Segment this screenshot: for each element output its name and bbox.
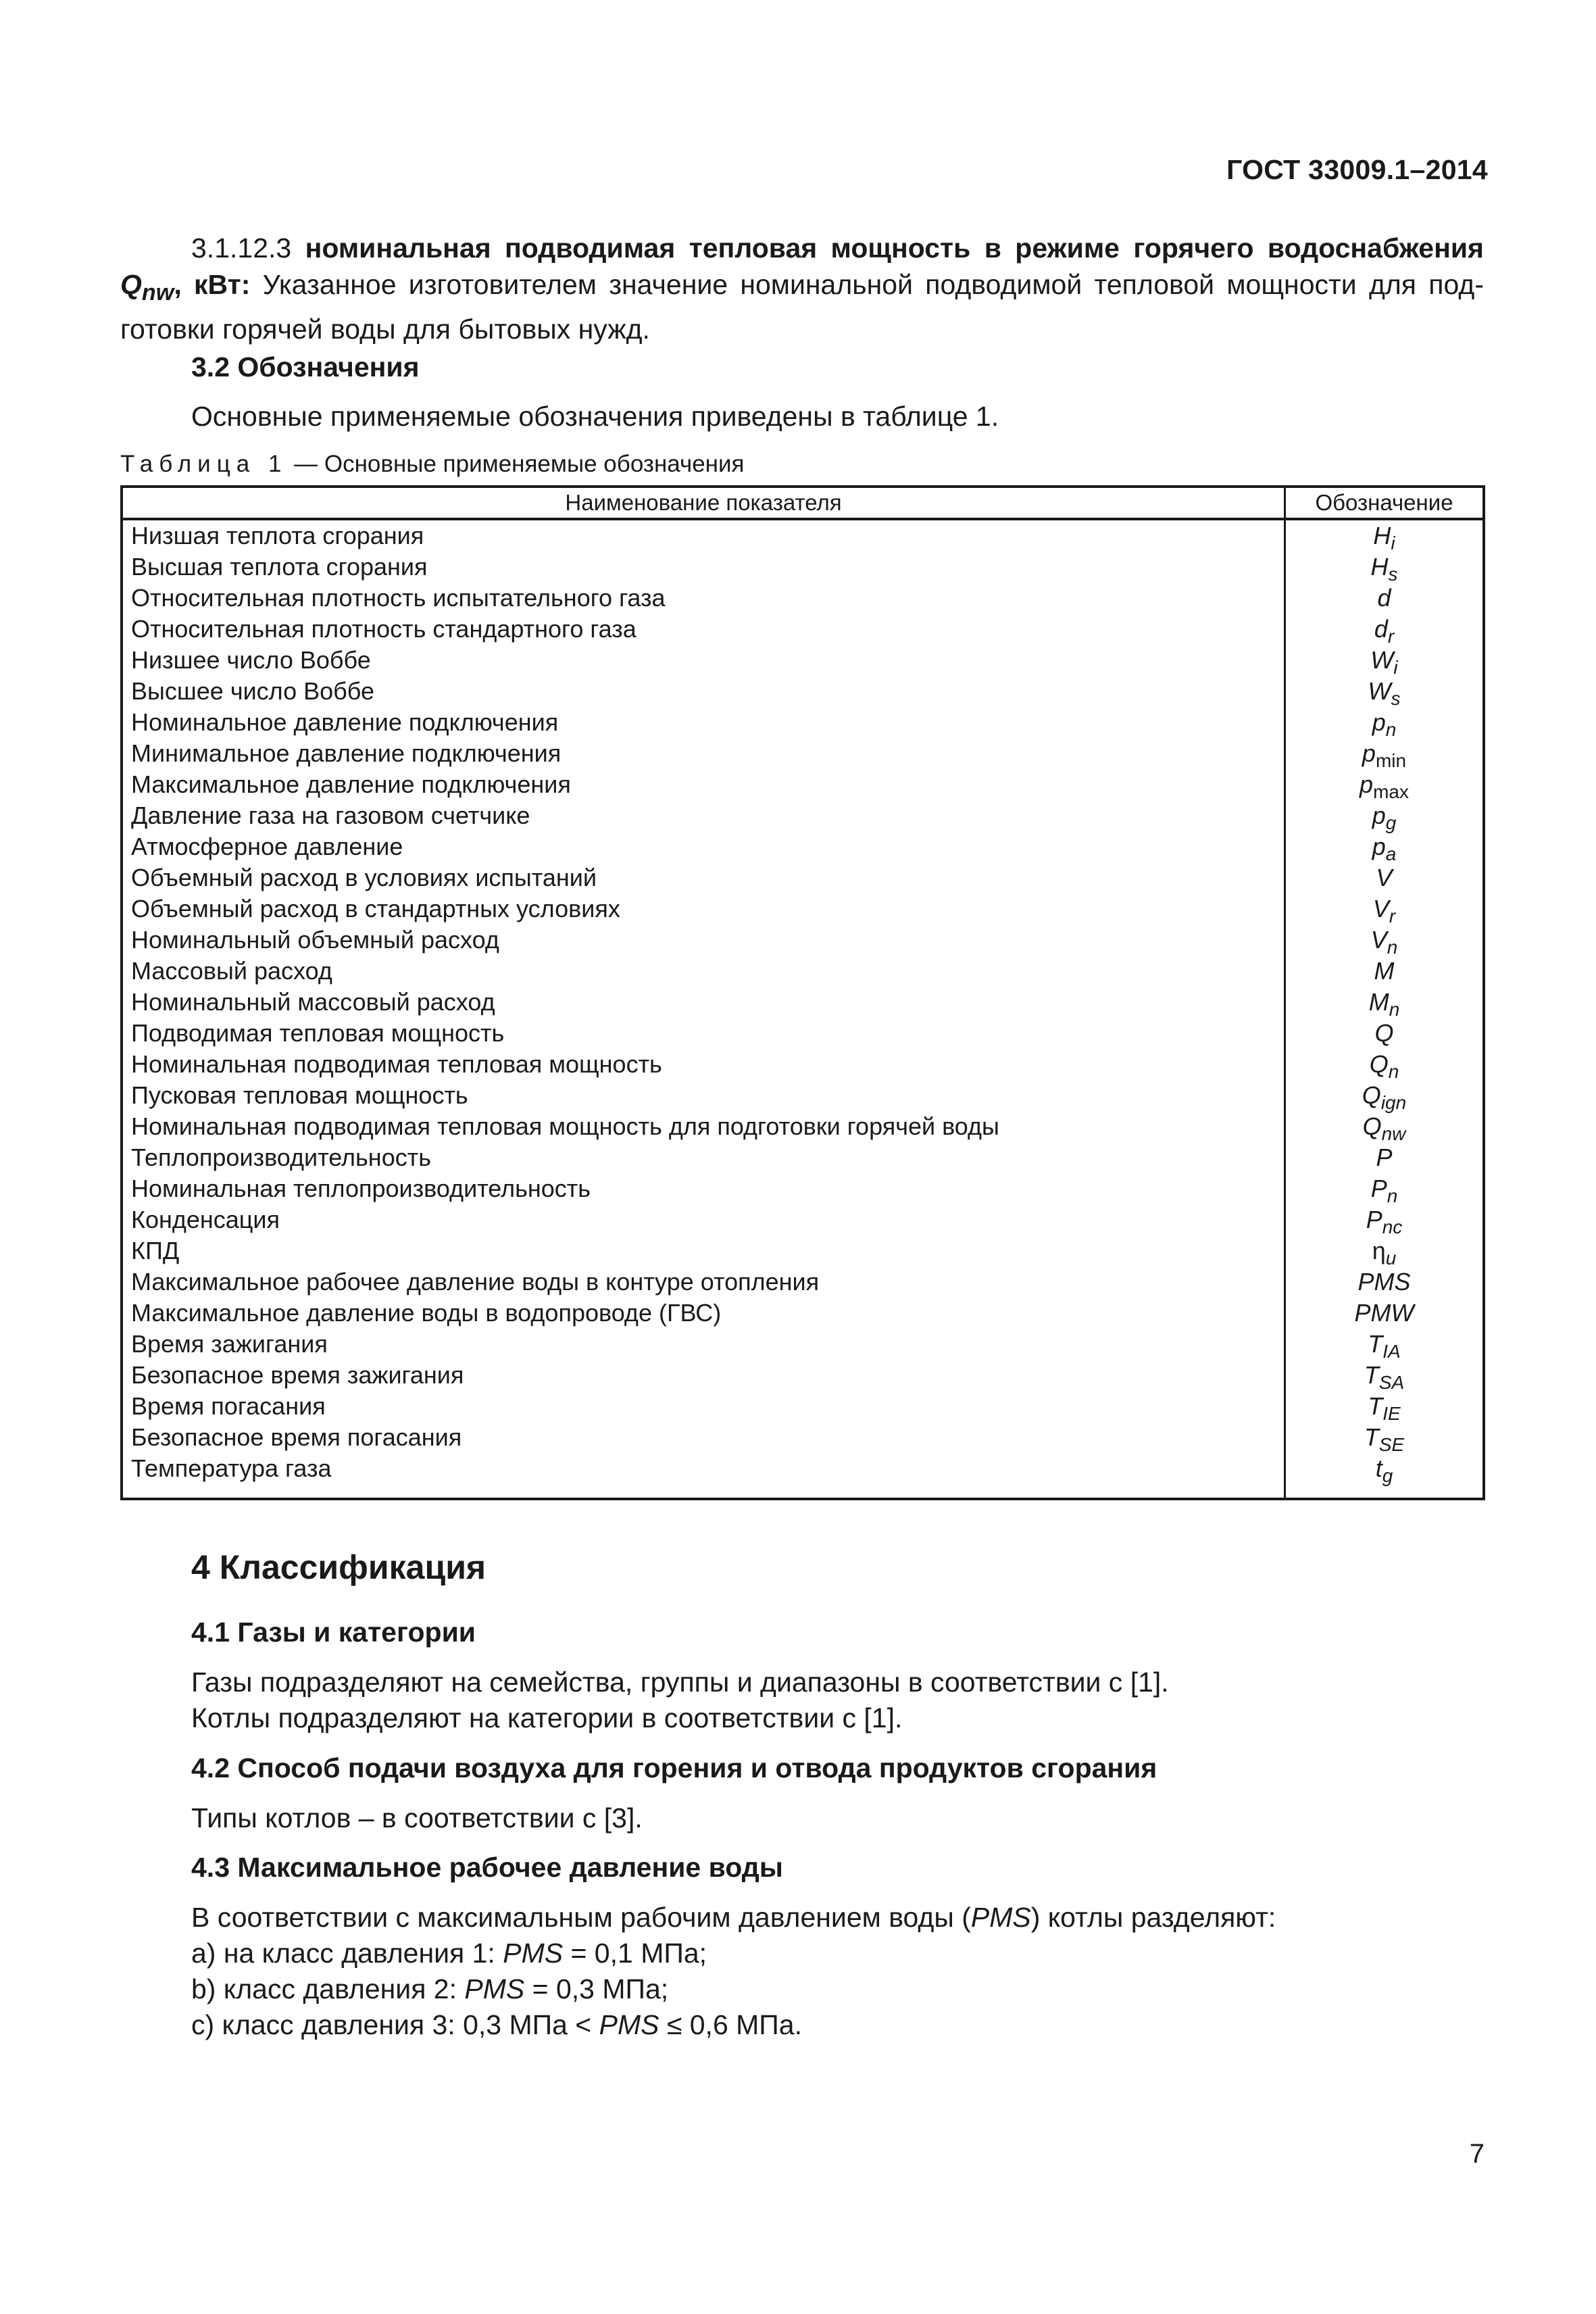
section-4-2-text: Типы котлов – в соответствии с [3].	[191, 1802, 643, 1833]
table-row	[122, 987, 1484, 1018]
table-row	[122, 1298, 1484, 1329]
table-row	[122, 893, 1484, 925]
table-row	[122, 707, 1484, 738]
row-name: Безопасное время погасания	[122, 1422, 1285, 1453]
table-row	[122, 800, 1484, 831]
row-symbol: $p_n$	[1372, 708, 1397, 740]
row-symbol: $V_n$	[1370, 926, 1398, 958]
table-row	[122, 1204, 1484, 1235]
row-symbol: $t_g$	[1375, 1454, 1393, 1486]
row-symbol: $T_{IE}$	[1368, 1392, 1401, 1424]
clause-term: номинальная подводимая тепловая мощность в режиме горячего водоснабжения	[305, 232, 1484, 264]
table-row	[122, 925, 1484, 956]
row-name: Номинальный объемный расход	[122, 925, 1285, 956]
table-row	[122, 862, 1484, 893]
pressure-class-b: b) класс давления 2: PMS = 0,3 МПа;	[191, 1973, 669, 2004]
row-symbol: Q	[1374, 1019, 1394, 1047]
table-row	[122, 1266, 1484, 1298]
table-row	[122, 1018, 1484, 1049]
clause-number: 3.1.12.3	[191, 232, 292, 264]
row-name: КПД	[122, 1235, 1285, 1266]
row-name: Номинальная подводимая тепловая мощность для подготовки горячей воды	[122, 1111, 1285, 1142]
row-symbol: PMS	[1357, 1268, 1411, 1296]
row-name: Низшая теплота сгорания	[122, 519, 1285, 551]
section-heading-4-3: 4.3 Максимальное рабочее давление воды	[191, 1852, 783, 1883]
row-name: Объемный расход в стандартных условиях	[122, 893, 1285, 925]
row-name: Температура газа	[122, 1453, 1285, 1499]
section-3-2-intro: Основные применяемые обозначения приведены в таблице 1.	[191, 401, 999, 432]
clause-3-1-12-3	[120, 230, 1484, 347]
row-symbol: M	[1374, 957, 1395, 985]
row-name: Номинальная теплопроизводительность	[122, 1173, 1285, 1204]
table-row	[122, 676, 1484, 707]
table-row	[122, 1049, 1484, 1080]
clause-definition: Указанное изготовителем значение номинальной подводимой тепловой мощности для подготовки горячей воды для бытовых нужд.	[120, 269, 1484, 345]
clause-symbol: Q	[120, 269, 142, 300]
row-symbol: $T_{SE}$	[1364, 1423, 1405, 1455]
row-name: Минимальное давление подключения	[122, 738, 1285, 769]
clause-symbol-sub: nw	[141, 280, 174, 306]
section-heading-3-2: 3.2 Обозначения	[191, 351, 420, 383]
table-row	[122, 1080, 1484, 1111]
row-symbol: $\eta_u$	[1372, 1237, 1397, 1269]
row-symbol: $W_i$	[1370, 646, 1398, 678]
table-row	[122, 1329, 1484, 1360]
row-symbol: $P_{nc}$	[1366, 1206, 1403, 1237]
row-symbol: $p_g$	[1372, 802, 1397, 833]
row-name: Относительная плотность стандартного газа	[122, 614, 1285, 645]
symbols-table	[120, 485, 1485, 1500]
table-row	[122, 769, 1484, 800]
table-header-row	[122, 487, 1484, 519]
pressure-class-c: c) класс давления 3: 0,3 МПа < PMS ≤ 0,6 МПа.	[191, 2009, 802, 2040]
section-heading-4: 4 Классификация	[191, 1548, 487, 1586]
row-symbol: $H_i$	[1373, 522, 1395, 553]
row-symbol: $Q_{nw}$	[1362, 1112, 1406, 1144]
pressure-class-a: а) на класс давления 1: PMS = 0,1 МПа;	[191, 1938, 707, 1969]
row-name: Высшая теплота сгорания	[122, 551, 1285, 583]
row-symbol: PMW	[1354, 1299, 1414, 1327]
row-name: Конденсация	[122, 1204, 1285, 1235]
table-row	[122, 1235, 1484, 1266]
table-body	[122, 519, 1484, 1499]
clause-unit: , кВт:	[174, 269, 251, 300]
table-row	[122, 583, 1484, 614]
row-name: Теплопроизводительность	[122, 1142, 1285, 1173]
column-header-symbol: Обозначение	[1285, 487, 1485, 519]
row-name: Время зажигания	[122, 1329, 1285, 1360]
table-row	[122, 1391, 1484, 1422]
row-symbol: $T_{IA}$	[1368, 1330, 1401, 1362]
row-symbol: P	[1376, 1143, 1393, 1171]
row-name: Массовый расход	[122, 956, 1285, 987]
table-row	[122, 519, 1484, 551]
table-caption-text: — Основные применяемые обозначения	[287, 451, 745, 477]
row-name: Номинальная подводимая тепловая мощность	[122, 1049, 1285, 1080]
document-number: ГОСТ 33009.1–2014	[1226, 154, 1488, 185]
row-name: Относительная плотность испытательного газа	[122, 583, 1285, 614]
section-4-1-text	[191, 1665, 1169, 1736]
table-row	[122, 956, 1484, 987]
column-header-name: Наименование показателя	[122, 487, 1285, 519]
table-row	[122, 551, 1484, 583]
row-name: Время погасания	[122, 1391, 1285, 1422]
row-name: Объемный расход в условиях испытаний	[122, 862, 1285, 893]
row-name: Атмосферное давление	[122, 831, 1285, 862]
section-4-3-intro: В соответствии с максимальным рабочим давлением воды (PMS) котлы разделяют:	[191, 1902, 1276, 1933]
row-symbol: $H_s$	[1370, 553, 1398, 585]
table-row	[122, 1173, 1484, 1204]
row-symbol: $p_{min}$	[1362, 739, 1407, 771]
table-row	[122, 1142, 1484, 1173]
row-symbol: V	[1376, 864, 1393, 891]
row-name: Максимальное рабочее давление воды в контуре отопления	[122, 1266, 1285, 1298]
page-number: 7	[1469, 2139, 1485, 2169]
row-name: Безопасное время зажигания	[122, 1360, 1285, 1391]
row-name: Низшее число Воббе	[122, 645, 1285, 676]
row-symbol: $d_r$	[1374, 615, 1395, 647]
table-row	[122, 1453, 1484, 1499]
section-4-1-line-1: Газы подразделяют на семейства, группы и диапазоны в соответствии с [1].	[191, 1667, 1169, 1698]
row-name: Пусковая тепловая мощность	[122, 1080, 1285, 1111]
row-name: Номинальный массовый расход	[122, 987, 1285, 1018]
row-name: Высшее число Воббе	[122, 676, 1285, 707]
row-symbol: $V_r$	[1372, 895, 1396, 927]
row-symbol: $p_{max}$	[1360, 770, 1409, 802]
row-name: Максимальное давление воды в водопроводе (ГВС)	[122, 1298, 1285, 1329]
table-row	[122, 1111, 1484, 1142]
section-4-1-line-2: Котлы подразделяют на категории в соответствии с [1].	[191, 1702, 903, 1733]
row-symbol: $Q_{ign}$	[1362, 1081, 1407, 1113]
section-heading-4-1: 4.1 Газы и категории	[191, 1617, 476, 1648]
row-symbol: d	[1377, 584, 1391, 612]
row-symbol: $T_{SA}$	[1364, 1361, 1405, 1393]
table-row	[122, 738, 1484, 769]
table-caption	[120, 451, 745, 478]
row-name: Максимальное давление подключения	[122, 769, 1285, 800]
table-row	[122, 831, 1484, 862]
row-name: Подводимая тепловая мощность	[122, 1018, 1285, 1049]
row-name: Номинальное давление подключения	[122, 707, 1285, 738]
row-symbol: $p_a$	[1372, 833, 1397, 864]
row-name: Давление газа на газовом счетчике	[122, 800, 1285, 831]
section-4-3-text	[191, 1900, 1276, 2043]
table-row	[122, 1422, 1484, 1453]
row-symbol: $Q_n$	[1369, 1050, 1399, 1082]
row-symbol: $W_s$	[1368, 677, 1401, 709]
table-row	[122, 1360, 1484, 1391]
section-heading-4-2: 4.2 Способ подачи воздуха для горения и отвода продуктов сгорания	[191, 1752, 1157, 1783]
table-row	[122, 645, 1484, 676]
row-symbol: $P_n$	[1370, 1175, 1398, 1206]
row-symbol: $M_n$	[1368, 988, 1400, 1020]
table-row	[122, 614, 1484, 645]
table-caption-label: Таблица 1	[120, 451, 288, 477]
